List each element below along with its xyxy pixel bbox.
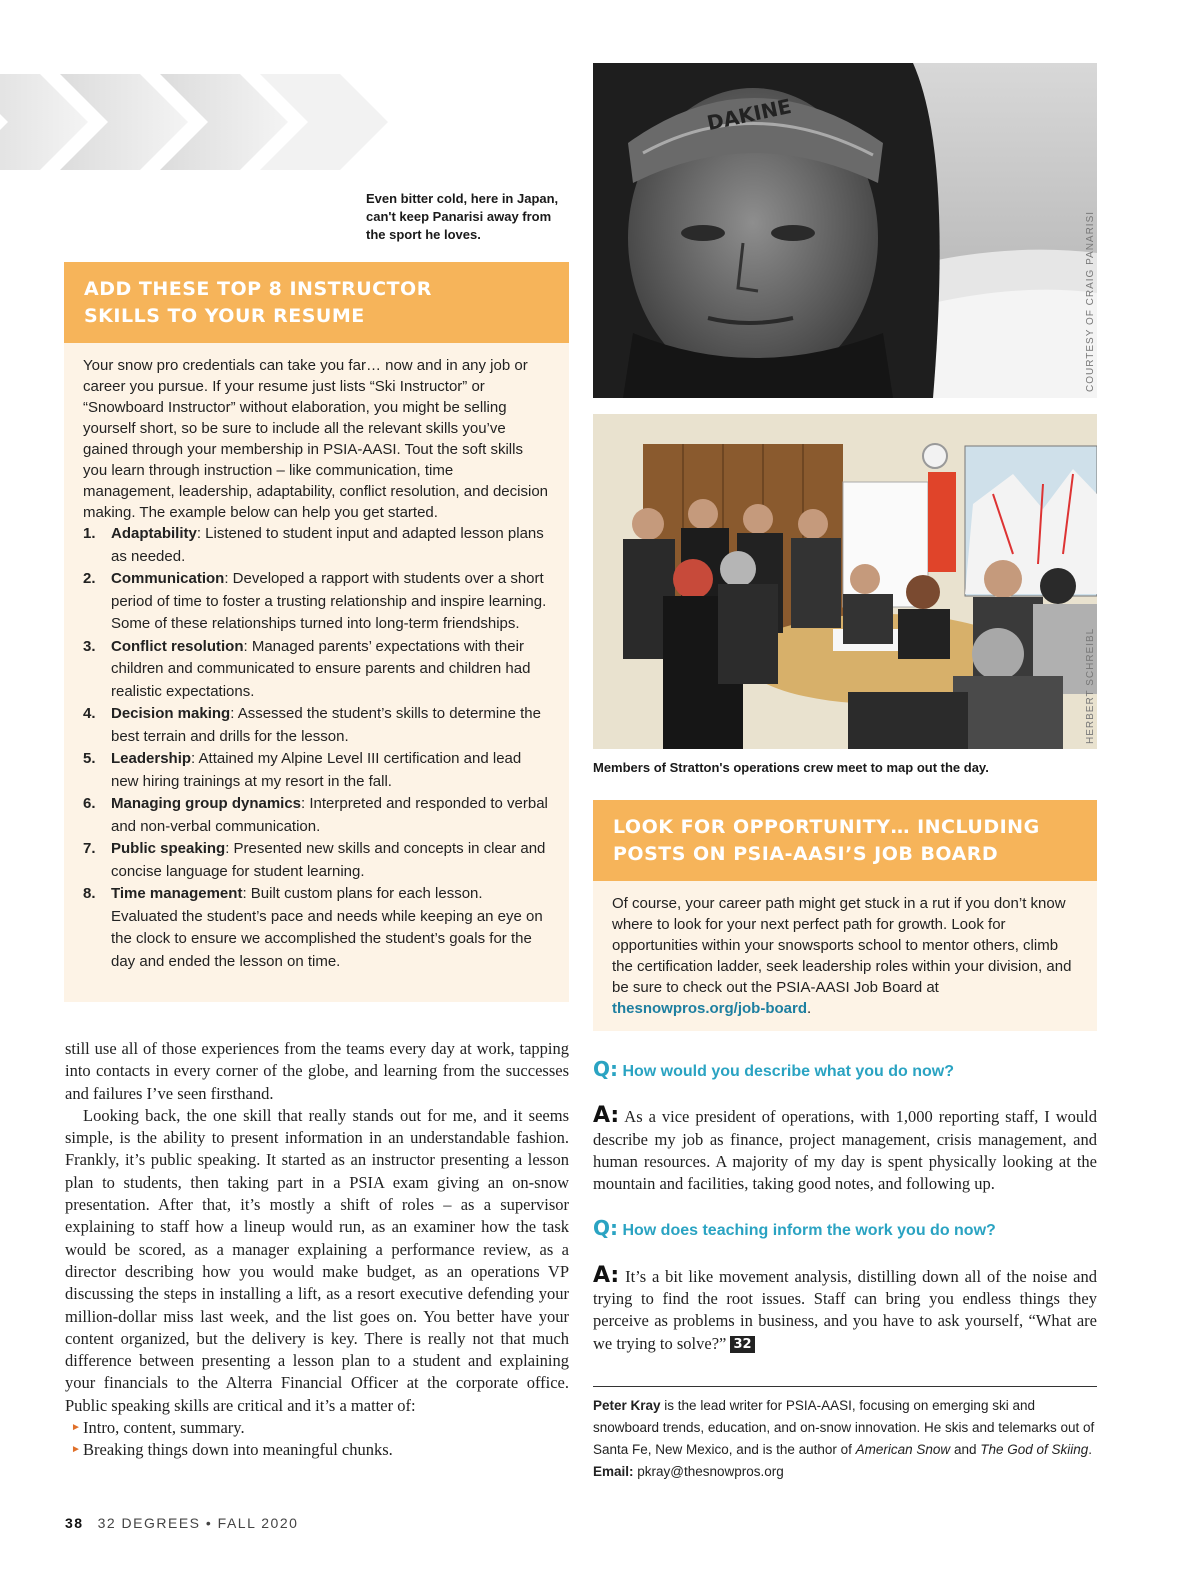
end-mark-icon: 32 — [730, 1336, 754, 1353]
skill-number: 8. — [83, 885, 96, 902]
author-bio: Peter Kray is the lead writer for PSIA-AASI, focusing on emerging ski and snowboard trends, education, and on-snow innovation. He skis and telemarks out of Santa Fe, New Mexico, and is the author of American Snow and The God of Skiing. Email: pkray@thesnowpros.org — [593, 1386, 1097, 1483]
skill-item — [83, 568, 549, 636]
skill-number: 5. — [83, 750, 96, 767]
skill-item — [83, 793, 549, 838]
skill-title: Adaptability — [111, 525, 197, 542]
skill-description: : Built custom plans for each lesson. Evaluated the student’s pace and needs while keeping an eye on the clock to ensure we accomplished the student’s goals for the day and ended the lesson on time. — [111, 885, 543, 970]
skills-sidebar — [64, 262, 569, 1002]
meeting-photo — [593, 414, 1097, 749]
skill-item — [83, 703, 549, 748]
job-board-heading-line-2: POSTS ON PSIA-AASI’S JOB BOARD — [613, 843, 999, 865]
body-bullet-list — [65, 1417, 569, 1462]
skill-description: : Managed parents’ expectations with their children and communicated to ensure parents and children had realistic expectations. — [111, 637, 531, 700]
job-board-sidebar — [593, 800, 1097, 1031]
skill-title: Public speaking — [111, 840, 226, 857]
hat-logo-text: DAKINE — [704, 93, 794, 136]
skill-number: 2. — [83, 570, 96, 587]
skills-heading-line-1: ADD THESE TOP 8 INSTRUCTOR — [84, 278, 432, 300]
chevron-banner-graphic — [0, 74, 420, 170]
skills-heading-line-2: SKILLS TO YOUR RESUME — [84, 305, 365, 327]
skill-item — [83, 636, 549, 704]
skill-description: : Developed a rapport with students over a short period of time to foster a trusting relationship and inspire learning. Some of these relationships turned into long-term friendships. — [111, 570, 547, 632]
skill-title: Leadership — [111, 750, 192, 767]
photo-credit-panarisi: COURTESY OF CRAIG PANARISI — [1085, 210, 1096, 392]
skill-description: : Interpreted and responded to verbal and non-verbal communication. — [111, 795, 548, 835]
skill-item — [83, 883, 549, 973]
photo-caption-japan: Even bitter cold, here in Japan, can't keep Panarisi away from the sport he loves. — [366, 191, 559, 242]
skills-sidebar-body — [64, 343, 569, 987]
skill-number: 1. — [83, 525, 96, 542]
question-2: Q: How does teaching inform the work you do now? — [593, 1216, 996, 1241]
page-number: 38 — [65, 1515, 84, 1531]
bullet-item: ► Breaking things down into meaningful chunks. — [65, 1439, 569, 1461]
skill-item — [83, 748, 549, 793]
job-board-text: Of course, your career path might get stuck in a rut if you don’t know where to look for your next perfect path for growth. Look for opportunities within your snowsports school to mentor others, climb the certification ladder, seek leadership roles within your division, and be sure to check out the PSIA-AASI Job Board at — [612, 895, 1072, 996]
left-body-column — [65, 1038, 569, 1462]
portrait-photo — [593, 63, 1097, 398]
meeting-illustration — [593, 414, 1097, 749]
page-footer — [65, 1515, 298, 1531]
skill-title: Managing group dynamics — [111, 795, 302, 812]
skills-list — [83, 523, 549, 973]
bullet-item: ► Intro, content, summary. — [65, 1417, 569, 1439]
photo-caption-stratton: Members of Stratton's operations crew meet to map out the day. — [593, 760, 989, 775]
skill-title: Communication — [111, 570, 225, 587]
job-board-link[interactable]: thesnowpros.org/job-board — [612, 1000, 807, 1017]
skill-description: : Attained my Alpine Level III certification and lead new hiring trainings at my resort in the fall. — [111, 750, 522, 790]
skill-title: Time management — [111, 885, 243, 902]
body-paragraph-1: still use all of those experiences from the teams every day at work, tapping into contacts in every corner of the globe, and learning from the successes and failures I’ve seen firsthand. — [65, 1039, 569, 1103]
skill-description: : Listened to student input and adapted lesson plans as needed. — [111, 525, 544, 565]
qa-column — [593, 1058, 1097, 1355]
answer-2: A: It’s a bit like movement analysis, distilling down all of the noise and trying to find the root issues. Staff can bring you endless things they perceive as problems in business, and you have to ask yourself, “What are we trying to solve?” 32 — [593, 1262, 1098, 1353]
body-paragraph-2: Looking back, the one skill that really stands out for me, and it seems simple, is the ability to present information in an understandable fashion. Frankly, it’s public speaking. It started as an instructor presenting a lesson plan to students, then taking part in a PSIA exam giving an on-snow presentation. After that, it’s mostly a shift of roles – as a supervisor explaining to staff how a lineup would run, as an examiner how the task would be scored, as a manager explaining a performance review, as a director describing how you would make budget, as an operations VP discussing the steps in installing a lift, as a resort executive defending your million-dollar miss last week, and the list goes on. You better have your content organized, but the delivery is key. There is really not that much difference between presenting a lesson plan to a student and explaining your financials to the Alterra Financial Officer at the corporate office. Public speaking skills are critical and it’s a matter of: — [65, 1105, 569, 1415]
portrait-illustration — [593, 63, 1097, 398]
triangle-bullet-icon: ► — [71, 1444, 81, 1456]
job-board-heading-line-1: LOOK FOR OPPORTUNITY… INCLUDING — [613, 816, 1040, 838]
skill-title: Conflict resolution — [111, 637, 244, 655]
skill-number: 4. — [83, 705, 96, 722]
skill-number: 3. — [83, 637, 96, 655]
question-1: Q: How would you describe what you do now? — [593, 1057, 955, 1081]
skills-sidebar-heading — [64, 262, 569, 343]
skill-item — [83, 838, 549, 883]
skills-intro: Your snow pro credentials can take you far… now and in any job or career you pursue. If your resume just lists “Ski Instructor” or “Snowboard Instructor” without elaboration, you might be selling yourself short, so be sure to include all the relevant skills you’ve gained through your membership in PSIA-AASI. Tout the soft skills you learn through instruction – like communication, time management, leadership, adaptability, conflict resolution, and decision making. The example below can help you get started. — [83, 357, 548, 521]
triangle-bullet-icon: ► — [71, 1422, 81, 1434]
skill-number: 6. — [83, 795, 96, 812]
skill-number: 7. — [83, 840, 96, 857]
job-board-sidebar-body — [593, 881, 1097, 1033]
book-title-2: The God of Skiing — [980, 1442, 1089, 1457]
book-title-1: American Snow — [855, 1442, 951, 1457]
job-board-sidebar-heading — [593, 800, 1097, 881]
job-board-period: . — [807, 1000, 812, 1017]
skill-item — [83, 523, 549, 568]
answer-1: A: As a vice president of operations, with 1,000 reporting staff, I would describe my job as finance, project management, crisis management, and human resources. A majority of my day is spent physically looking at the mountain and facilities, taking good notes, and following up. — [593, 1103, 1097, 1194]
photo-credit-schreibl: HERBERT SCHREIBL — [1085, 627, 1096, 744]
skill-title: Decision making — [111, 705, 231, 722]
publication-name: 32 DEGREES • FALL 2020 — [97, 1515, 299, 1531]
author-name: Peter Kray — [593, 1398, 661, 1413]
skill-description: : Presented new skills and concepts in clear and concise language for student learning. — [111, 840, 546, 880]
author-email[interactable]: pkray@thesnowpros.org — [633, 1464, 784, 1479]
skill-description: : Assessed the student’s skills to determine the best terrain and drills for the lesson. — [111, 705, 541, 745]
email-label: Email: — [593, 1464, 634, 1479]
